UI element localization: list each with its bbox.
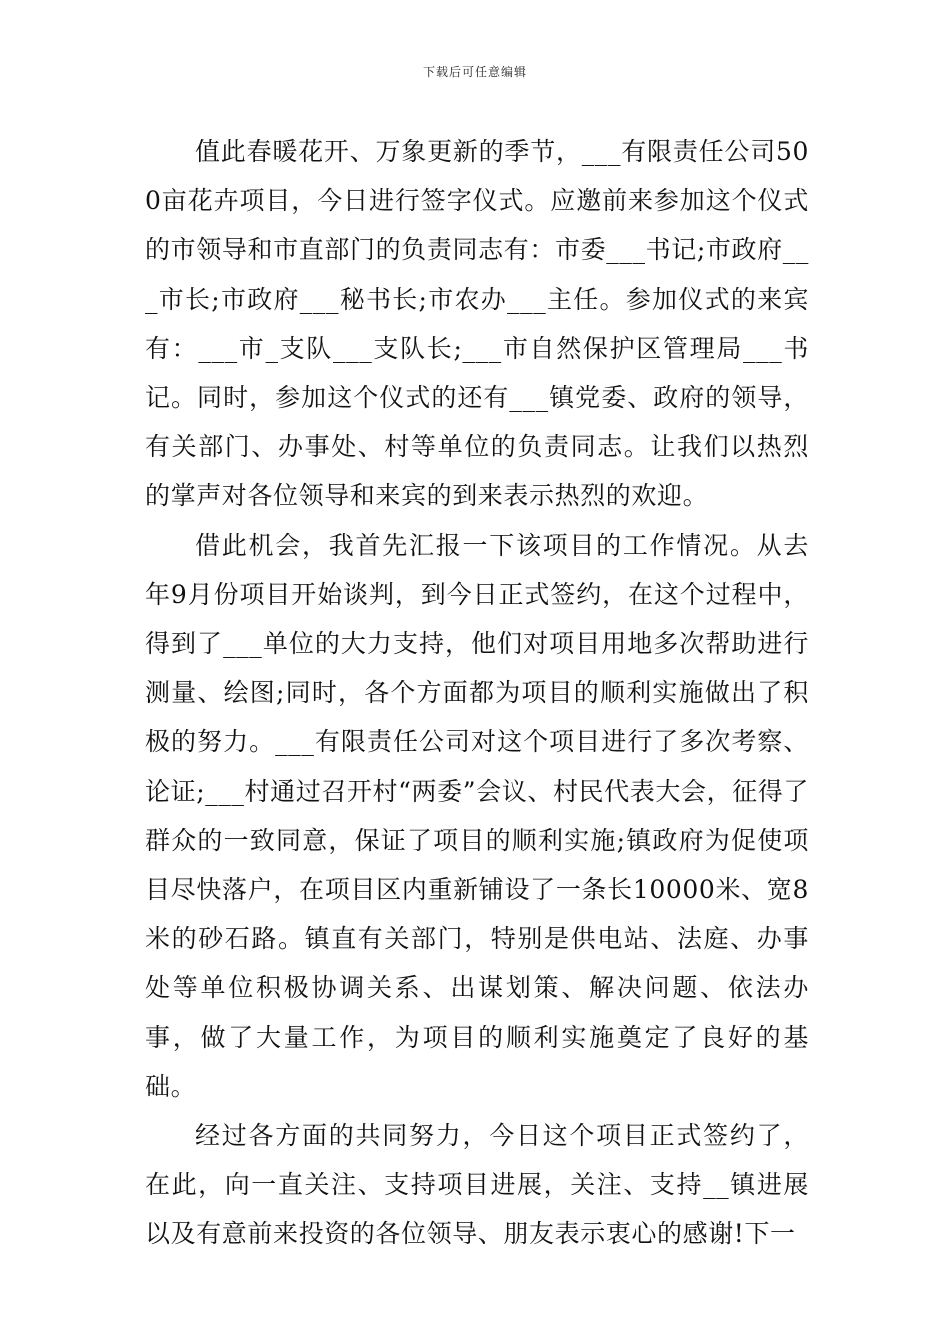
page-header: 下载后可任意编辑 <box>422 65 527 79</box>
paragraph-report: 借此机会，我首先汇报一下该项目的工作情况。从去年9月份项目开始谈判，到今日正式签约，在这个过程中，得到了___单位的大力支持，他们对项目用地多次帮助进行测量、绘图;同时，各个方面都为项目的顺利实施做出了积极的努力。___有限责任公司对这个项目进行了多次考察、论证;___村通过召开村“两委”会议、村民代表大会，征得了群众的一致同意，保证了项目的顺利实施;镇政府为促使项目尽快落户，在项目区内重新铺设了一条长10000米、宽8米的砂石路。镇直有关部门，特别是供电站、法庭、办事处等单位积极协调关系、出谋划策、解决问题、依法办事，做了大量工作，为项目的顺利实施奠定了良好的基础。 <box>145 530 809 1101</box>
paragraph-welcome: 值此春暖花开、万象更新的季节，___有限责任公司500亩花卉项目，今日进行签字仪式。应邀前来参加这个仪式的市领导和市直部门的负责同志有：市委___书记;市政府___市长;市政府___秘书长;市农办___主任。参加仪式的来宾有：___市_支队___支队长;___市自然保护区管理局___书记。同时，参加这个仪式的还有___镇党委、政府的领导，有关部门、办事处、村等单位的负责同志。让我们以热烈的掌声对各位领导和来宾的到来表示热烈的欢迎。 <box>145 137 809 511</box>
paragraph-thanks: 经过各方面的共同努力，今日这个项目正式签约了，在此，向一直关注、支持项目进展，关注、支持__镇进展以及有意前来投资的各位领导、朋友表示衷心的感谢!下一 <box>145 1121 809 1249</box>
document-body <box>145 127 809 1259</box>
